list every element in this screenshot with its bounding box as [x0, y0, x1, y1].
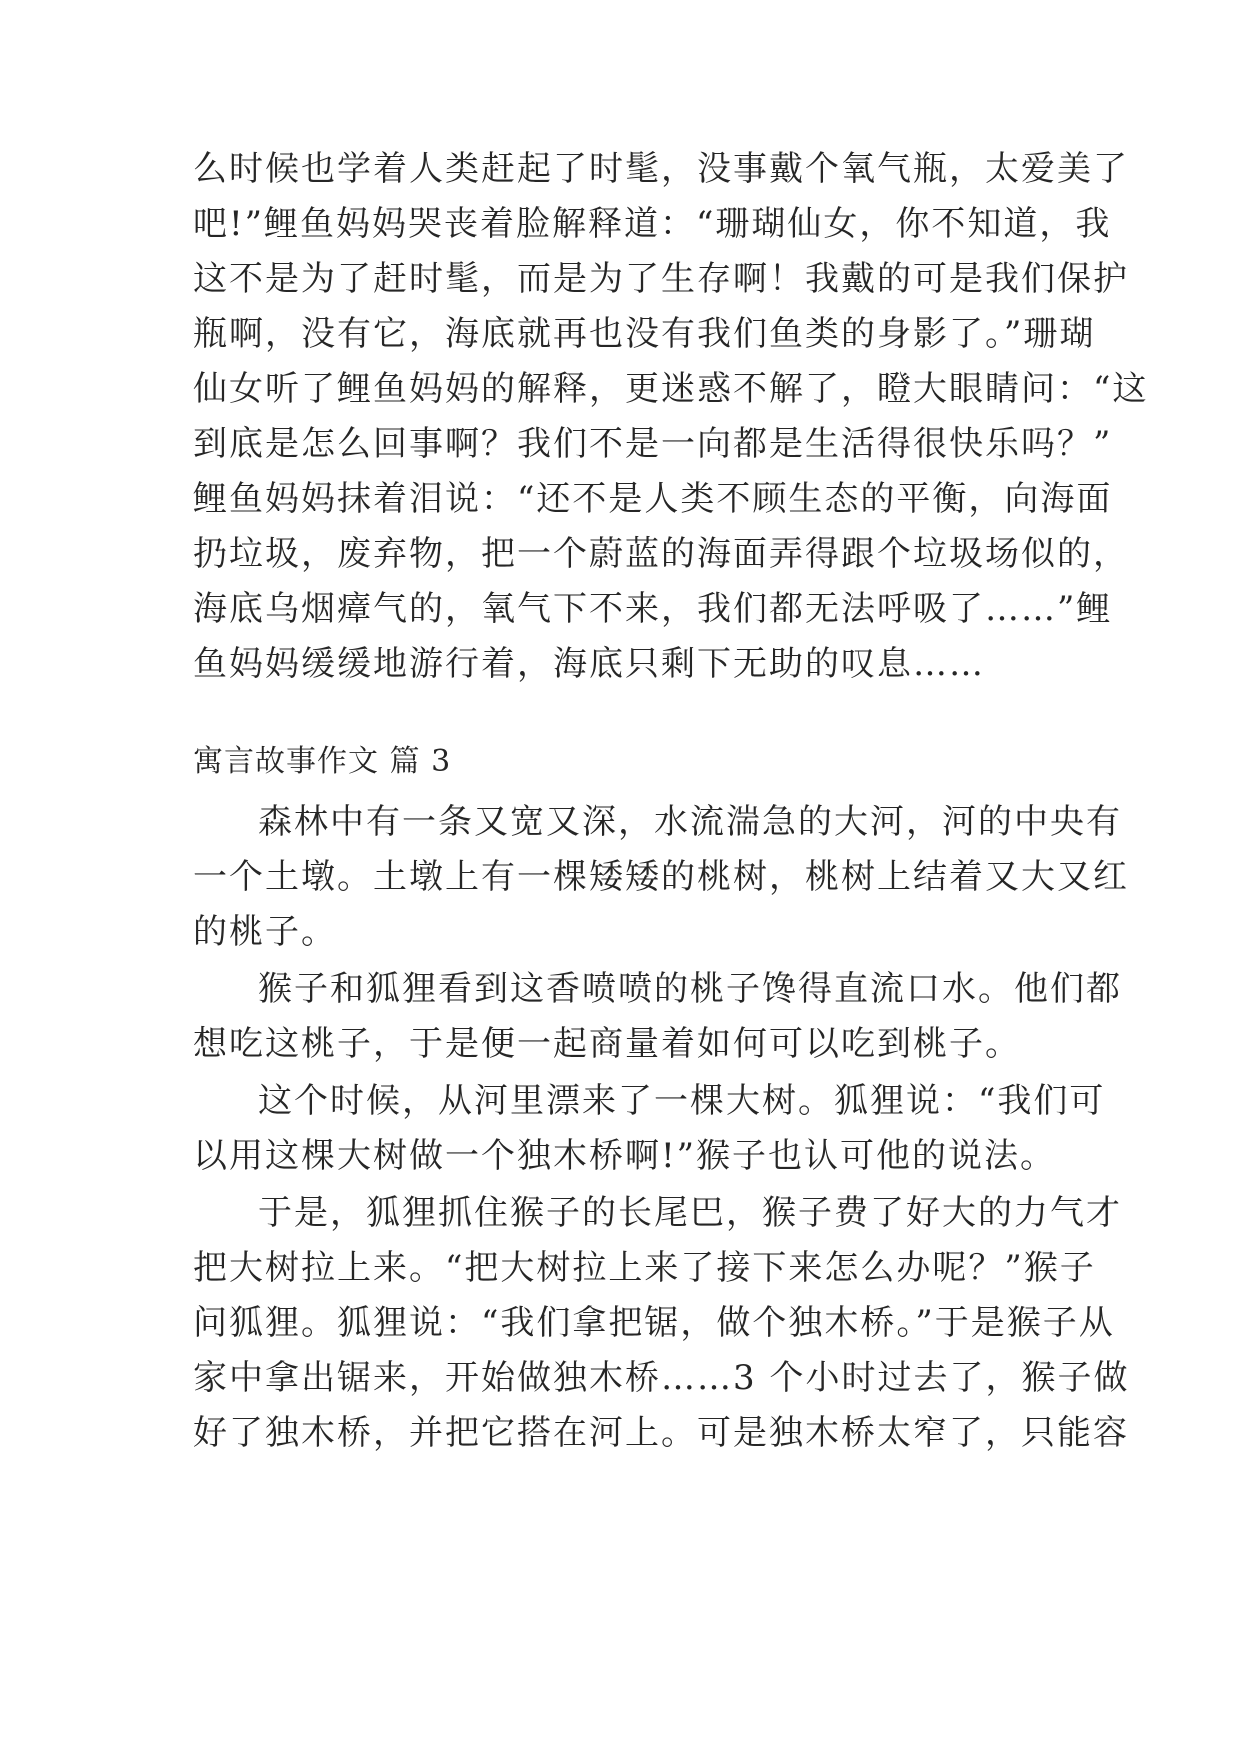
text-line: 的桃子。: [193, 912, 337, 952]
text-line: 瓶啊，没有它，海底就再也没有我们鱼类的身影了。”珊瑚: [193, 314, 1096, 354]
text-line: 这个时候，从河里漂来了一棵大树。狐狸说：“我们可: [258, 1081, 1106, 1121]
text-line: 扔垃圾，废弃物，把一个蔚蓝的海面弄得跟个垃圾场似的，: [193, 534, 1129, 574]
text-line: 么时候也学着人类赶起了时髦，没事戴个氧气瓶，太爱美了: [193, 149, 1129, 189]
text-line: 想吃这桃子，于是便一起商量着如何可以吃到桃子。: [193, 1024, 1021, 1064]
text-line: 问狐狸。狐狸说：“我们拿把锯，做个独木桥。”于是猴子从: [193, 1303, 1115, 1343]
text-line: 以用这棵大树做一个独木桥啊!”猴子也认可他的说法。: [193, 1136, 1057, 1176]
text-line: 森林中有一条又宽又深，水流湍急的大河，河的中央有: [258, 802, 1122, 842]
text-line: 鲤鱼妈妈抹着泪说：“还不是人类不顾生态的平衡，向海面: [193, 479, 1113, 519]
text-line: 吧!”鲤鱼妈妈哭丧着脸解释道：“珊瑚仙女，你不知道，我: [193, 204, 1112, 244]
text-line: 鱼妈妈缓缓地游行着，海底只剩下无助的叹息……: [193, 644, 985, 684]
text-line: 一个土墩。土墩上有一棵矮矮的桃树，桃树上结着又大又红: [193, 857, 1129, 897]
text-line: 家中拿出锯来，开始做独木桥……3 个小时过去了，猴子做: [193, 1358, 1130, 1398]
text-line: 仙女听了鲤鱼妈妈的解释，更迷惑不解了，瞪大眼睛问：“这: [193, 369, 1149, 409]
text-line: 猴子和狐狸看到这香喷喷的桃子馋得直流口水。他们都: [258, 969, 1122, 1009]
text-line: 这不是为了赶时髦，而是为了生存啊！我戴的可是我们保护: [193, 259, 1129, 299]
section-heading: 寓言故事作文 篇 3: [193, 744, 452, 779]
text-line: 于是，狐狸抓住猴子的长尾巴，猴子费了好大的力气才: [258, 1193, 1122, 1233]
text-line: 把大树拉上来。“把大树拉上来了接下来怎么办呢？”猴子: [193, 1248, 1096, 1288]
text-line: 海底乌烟瘴气的，氧气下不来，我们都无法呼吸了……”鲤: [193, 589, 1113, 629]
text-line: 好了独木桥，并把它搭在河上。可是独木桥太窄了，只能容: [193, 1413, 1129, 1453]
text-line: 到底是怎么回事啊？我们不是一向都是生活得很快乐吗？”: [193, 424, 1113, 464]
